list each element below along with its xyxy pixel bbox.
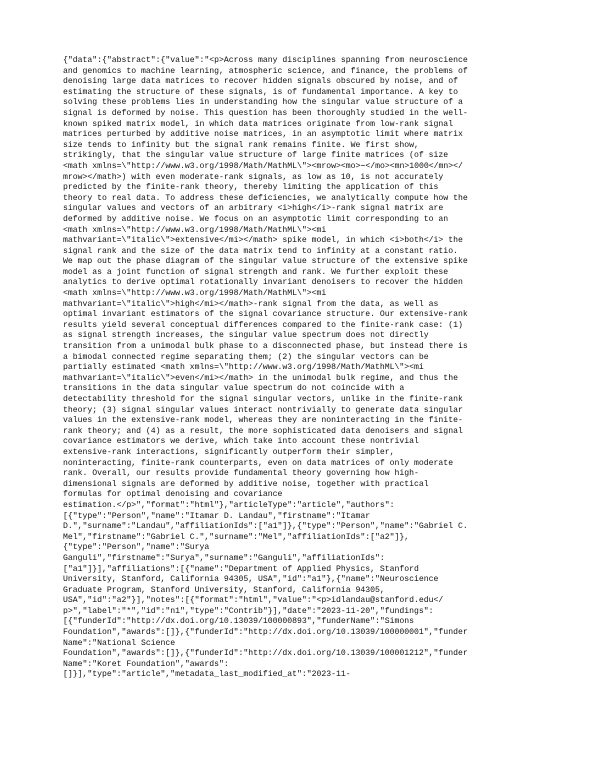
text-line: analytics to derive optimal rotationally invariant denoisers to recover the hidden — [63, 278, 463, 288]
text-line: optimal invariant estimators of the signal covariance structure. Our extensive-rank — [63, 310, 468, 320]
text-line: signal rank and the size of the data matrix tend to infinity at a constant ratio. — [63, 246, 458, 256]
text-line: formulas for optimal denoising and covariance — [63, 490, 283, 500]
text-line: p>","label":"*","id":"n1","type":"Contrib"}],"date":"2023-11-20","fundings": — [63, 606, 434, 616]
text-line: theory; (3) signal singular values interact nontrivially to generate data singular — [63, 405, 463, 415]
text-line: results yield several conceptual differences compared to the finite-rank case: (1) — [63, 320, 463, 330]
text-line: mathvariant=\"italic\">extensive</mi></math> spike model, in which <i>both</i> the — [63, 236, 463, 246]
text-line: transitions in the data singular value spectrum do not coincide with a — [63, 384, 405, 394]
text-line: []}],"type":"article","metadata_last_modified_at":"2023-11- — [63, 670, 351, 680]
text-line: ["a1"]}],"affiliations":[{"name":"Department of Applied Physics, Stanford — [63, 564, 419, 574]
text-line: dimensional signals are deformed by additive noise, together with practical — [63, 479, 429, 489]
text-line: [{"funderId":"http://dx.doi.org/10.13039/100000893","funderName":"Simons — [63, 617, 415, 627]
text-line: Name":"Koret Foundation","awards": — [63, 659, 229, 669]
text-line: University, Stanford, California 94305, USA","id":"a1"},{"name":"Neuroscience — [63, 575, 439, 585]
text-line: model as a joint function of signal strength and rank. We further exploit these — [63, 267, 449, 277]
text-line: a bimodal connected regime separating them; (2) the singular vectors can be — [63, 352, 429, 362]
text-line: <math xmlns=\"http://www.w3.org/1998/Math/MathML\"><mi — [63, 225, 327, 235]
text-line: extensive-rank interactions, significantly outperform their simpler, — [63, 447, 395, 457]
document-page — [63, 56, 553, 768]
text-line: Ganguli","firstname":"Surya","surname":"Ganguli","affiliationIds": — [63, 553, 385, 563]
text-line: theory to real data. To address these deficiencies, we analytically compute how the — [63, 193, 468, 203]
text-line: [{"type":"Person","name":"Itamar D. Landau","firstname":"Itamar — [63, 511, 371, 521]
text-line: transition from a unimodal bulk phase to a disconnected phase, but instead there is — [63, 342, 468, 352]
text-line: Mel","firstname":"Gabriel C.","surname":"Mel","affiliationIds":["a2"]}, — [63, 532, 410, 542]
text-line: rank theory; and (4) as a result, the more sophisticated data denoisers and signal — [63, 426, 463, 436]
text-line: Graduate Program, Stanford University, Stanford, California 94305, — [63, 585, 385, 595]
text-line: USA","id":"a2"}],"notes":[{"format":"html","value":"<p>idlandau@stanford.edu</ — [63, 596, 444, 606]
text-line: estimation.</p>","format":"html"},"articleType":"article","authors": — [63, 500, 395, 510]
text-line: solving these problems lies in understanding how the singular value structure of a — [63, 98, 463, 108]
text-line: values in the extensive-rank model, whereas they are noninteracting in the finite- — [63, 416, 463, 426]
json-text-body — [63, 56, 553, 681]
text-line: covariance estimators we derive, which take into account these nontrivial — [63, 437, 419, 447]
text-line: mathvariant=\"italic\">even</mi></math> in the unimodal bulk regime, and thus the — [63, 373, 458, 383]
text-line: signal is deformed by noise. This question has been thoroughly studied in the well- — [63, 108, 468, 118]
text-line: size tends to infinity but the signal rank remains finite. We first show, — [63, 140, 419, 150]
text-line: mrow></math>) with even moderate-rank signals, as low as 10, is not accurately — [63, 172, 444, 182]
text-line: Name":"National Science — [63, 638, 176, 648]
text-line: Foundation","awards":[]},{"funderId":"http://dx.doi.org/10.13039/100001212","funder — [63, 649, 468, 659]
text-line: matrices perturbed by additive noise matrices, in an asymptotic limit where matrix — [63, 130, 463, 140]
text-line: mathvariant=\"italic\">high</mi></math>-rank signal from the data, as well as — [63, 299, 439, 309]
text-line: {"type":"Person","name":"Surya — [63, 543, 210, 553]
text-line: <math xmlns=\"http://www.w3.org/1998/Math/MathML\"><mrow><mo>∼</mo><mn>1000</mn></ — [63, 161, 463, 171]
text-line: denoising large data matrices to recover hidden signals obscured by noise, and of — [63, 77, 458, 87]
text-line: partially estimated <math xmlns=\"http://www.w3.org/1998/Math/MathML\"><mi — [63, 363, 424, 373]
text-line: and genomics to machine learning, atmospheric science, and finance, the problems of — [63, 66, 468, 76]
text-line: predicted by the finite-rank theory, thereby limiting the application of this — [63, 183, 439, 193]
text-line: detectability threshold for the signal singular vectors, unlike in the finite-rank — [63, 395, 463, 404]
text-line: rank. Overall, our results provide fundamental theory governing how high- — [63, 469, 419, 479]
text-line: singular values and vectors of an arbitrary <i>high</i>-rank signal matrix are — [63, 204, 444, 214]
text-line: as signal strength increases, the singular value spectrum does not directly — [63, 331, 429, 341]
text-line: noninteracting, finite-rank counterparts, even on data matrices of only moderate — [63, 458, 454, 468]
text-line: deformed by additive noise. We focus on an asymptotic limit corresponding to an — [63, 214, 449, 224]
text-line: <math xmlns=\"http://www.w3.org/1998/Math/MathML\"><mi — [63, 289, 327, 299]
text-line: estimating the structure of these signals, is of fundamental importance. A key to — [63, 87, 458, 97]
text-line: We map out the phase diagram of the singular value structure of the extensive spike — [63, 257, 468, 267]
text-line: Foundation","awards":[]},{"funderId":"http://dx.doi.org/10.13039/100000001","funder — [63, 628, 468, 638]
text-line: D.","surname":"Landau","affiliationIds":["a1"]},{"type":"Person","name":"Gabriel C. — [63, 522, 468, 532]
text-line: strikingly, that the singular value structure of large finite matrices (of size — [63, 151, 449, 161]
text-line: known spiked matrix model, in which data matrices originate from low-rank signal — [63, 119, 454, 129]
text-line: {"data":{"abstract":{"value":"<p>Across many disciplines spanning from neuroscience — [63, 56, 468, 65]
